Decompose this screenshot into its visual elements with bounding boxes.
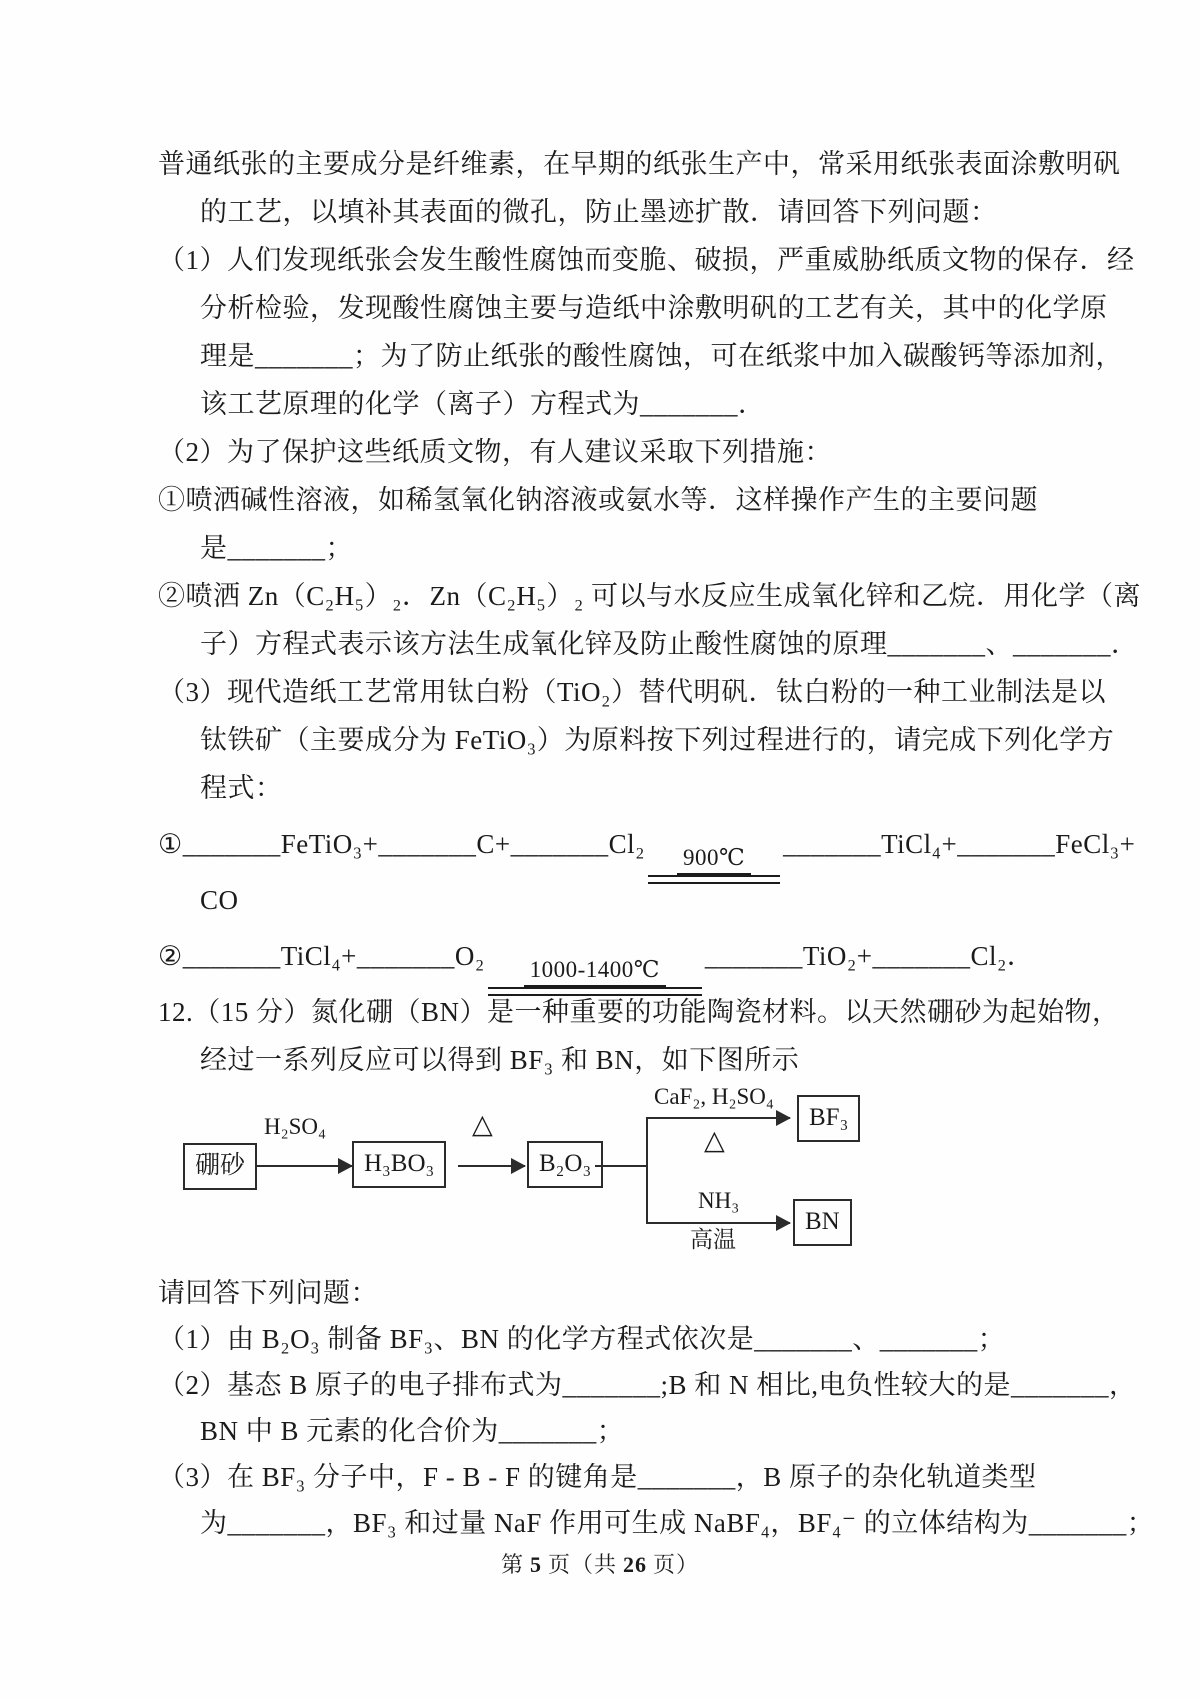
q11-part1-line-1: （1）人们发现纸张会发生酸性腐蚀而变脆、破损，严重威胁纸质文物的保存．经 [158,245,1135,275]
reaction-condition-900C [648,841,780,884]
footer-suffix: 页） [653,1552,700,1577]
page-footer [0,1548,1200,1579]
q11-part3-line-2: 钛铁矿（主要成分为 FeTiO₃）为原料按下列过程进行的，请完成下列化学方 [200,725,1115,755]
diagram-box-b2o3: B₂O₃ [527,1141,603,1188]
chemical-equation-2 [158,924,1058,988]
q12-header-line-2: 经过一系列反应可以得到 BF₃ 和 BN，如下图所示 [200,1045,800,1075]
arrow-borax-to-h3bo3 [257,1165,352,1167]
equation-1-continuation: CO [200,885,239,915]
q11-part2-line-2: ①喷洒碱性溶液，如稀氢氧化钠溶液或氨水等．这样操作产生的主要问题 [158,485,1038,515]
branch-bottom-sublabel-gaowen: 高温 [690,1227,736,1252]
arrow1-label-h2so4: H₂SO₄ [264,1114,327,1139]
double-line [648,875,780,884]
q12-part3-line-1: （3）在 BF₃ 分子中，F - B - F 的键角是_______，B 原子的杂化轨道类型 [158,1462,1037,1492]
equation-2-left: ②_______TiCl₄+_______O₂ [158,941,485,971]
footer-middle: 页（共 [547,1552,617,1577]
arrow-h3bo3-to-b2o3 [458,1165,525,1167]
q11-intro-line-2: 的工艺，以填补其表面的微孔，防止墨迹扩散．请回答下列问题： [200,197,998,227]
q11-part2-line-5: 子）方程式表示该方法生成氧化锌及防止酸性腐蚀的原理_______、_______． [200,629,1139,659]
q11-part1-line-3: 理是_______；为了防止纸张的酸性腐蚀，可在纸浆中加入碳酸钙等添加剂， [200,341,1123,371]
diagram-box-borax: 硼砂 [183,1143,257,1190]
chemical-equation-1 [158,812,1136,876]
arrow2-label-delta: △ [472,1109,493,1139]
q12-part3-line-2: 为_______，BF₃ 和过量 NaF 作用可生成 NaBF₄，BF₄⁻ 的立体结构为_______； [200,1508,1155,1538]
q11-part2-line-1: （2）为了保护这些纸质文物，有人建议采取下列措施： [158,437,832,467]
q11-part1-line-2: 分析检验，发现酸性腐蚀主要与造纸中涂敷明矾的工艺有关，其中的化学原 [200,293,1108,323]
q12-part2-line-1: （2）基态 B 原子的电子排布式为_______;B 和 N 相比,电负性较大的是_______， [158,1370,1137,1400]
q11-part1-line-4: 该工艺原理的化学（离子）方程式为_______． [200,389,766,419]
diagram-box-bf3: BF₃ [797,1095,860,1142]
condition-temperature: 1000-1400℃ [524,956,666,987]
branch-top-label-caf2-h2so4: CaF₂, H₂SO₄ [654,1084,774,1109]
equation-1-right: _______TiCl₄+_______FeCl₃+ [783,829,1136,859]
synthesis-flow-diagram [176,1084,1058,1270]
q11-intro-line-1: 普通纸张的主要成分是纤维素，在早期的纸张生产中，常采用纸张表面涂敷明矾 [158,149,1121,179]
branch-bottom-label-nh3: NH₃ [698,1188,740,1213]
q12-prompt: 请回答下列问题： [158,1278,378,1308]
page-content [158,140,1155,1546]
branch-vertical-line [646,1117,648,1224]
branch-top-sublabel-delta: △ [704,1125,725,1155]
equation-2-right: _______TiO₂+_______Cl₂． [704,941,1035,971]
q11-part3-line-1: （3）现代造纸工艺常用钛白粉（TiO₂）替代明矾．钛白粉的一种工业制法是以 [158,677,1106,707]
q11-part3-line-3: 程式： [200,773,283,803]
q12-part1-line: （1）由 B₂O₃ 制备 BF₃、BN 的化学方程式依次是_______、_______； [158,1324,1006,1354]
diagram-box-h3bo3: H₃BO₃ [352,1141,446,1188]
q11-part2-line-4: ②喷洒 Zn（C₂H₅）₂．Zn（C₂H₅）₂ 可以与水反应生成氧化锌和乙烷．用化学（离 [158,581,1141,611]
arrow-b2o3-to-bf3 [646,1117,790,1119]
q11-part2-line-3: 是_______； [200,533,353,563]
footer-prefix: 第 [500,1552,524,1577]
condition-temperature: 900℃ [677,844,751,875]
connector-line [595,1165,648,1167]
diagram-box-bn: BN [793,1199,852,1246]
footer-page-number: 5 [529,1552,542,1577]
arrow-b2o3-to-bn [646,1222,790,1224]
q12-part2-line-2: BN 中 B 元素的化合价为_______； [200,1416,625,1446]
footer-total-pages: 26 [623,1552,647,1577]
q12-header-line-1: 12.（15 分）氮化硼（BN）是一种重要的功能陶瓷材料。以天然硼砂为起始物， [158,997,1120,1027]
equation-1-left: ①_______FeTiO₃+_______C+_______Cl₂ [158,829,646,859]
